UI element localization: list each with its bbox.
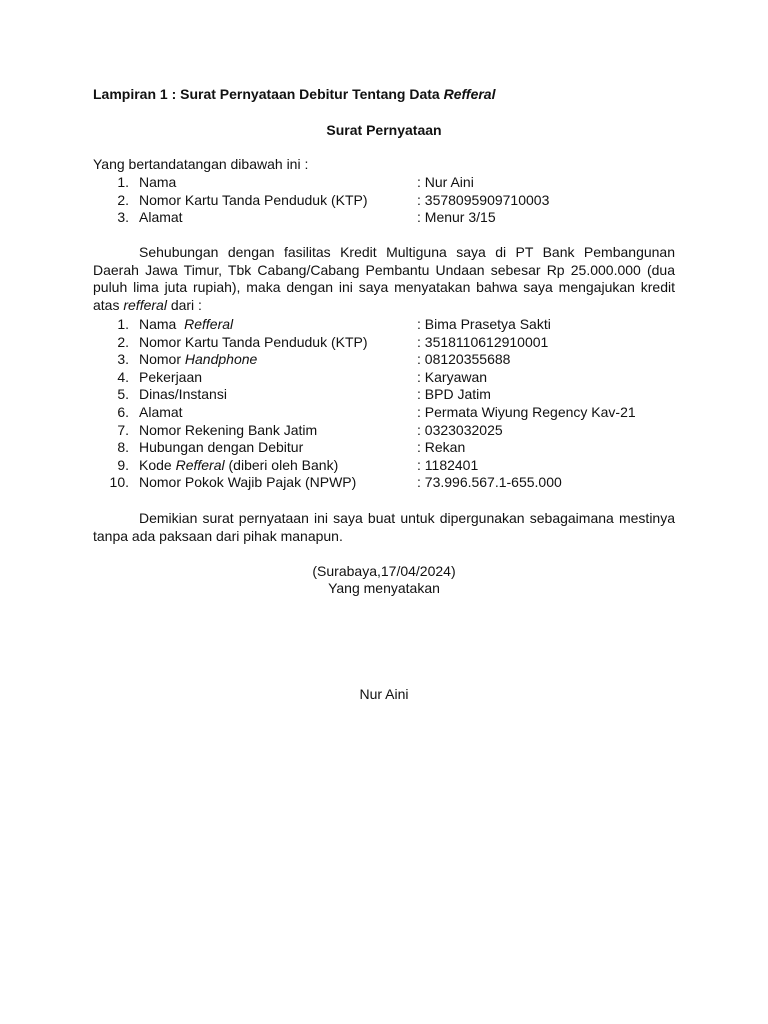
paragraph-text: dari :: [166, 297, 202, 314]
paragraph-line: tanpa ada paksaan dari pihak manapun.: [93, 527, 343, 544]
list-number: 1.: [117, 174, 129, 190]
paragraph-line: Demikian surat pernyataan ini saya buat untuk dipergunakan sebagaimana mestinya: [139, 510, 675, 526]
list-number: 2.: [117, 191, 129, 208]
field-value: : 08120355688: [417, 351, 511, 368]
label-text: Hubungan dengan Debitur: [139, 439, 304, 456]
list-number: 9.: [117, 456, 129, 473]
credit-paragraph: [93, 244, 675, 315]
label-text: Nama: [139, 316, 185, 332]
list-number: 1.: [117, 316, 129, 332]
referral-list-item: [93, 386, 675, 404]
field-value: : Nur Aini: [417, 174, 474, 190]
field-label: [139, 316, 233, 334]
label-text: Kode: [139, 456, 176, 473]
field-value: : 73.996.567.1-655.000: [417, 474, 562, 491]
field-value: : 1182401: [417, 456, 479, 473]
paragraph-text: atas: [93, 297, 124, 314]
field-value: : 0323032025: [417, 421, 503, 438]
referral-list-item: [93, 334, 675, 352]
list-number: 8.: [117, 439, 129, 456]
field-label: [139, 334, 368, 352]
field-value: : 3578095909710003: [417, 191, 550, 208]
field-value: : Permata Wiyung Regency Kav-21: [417, 403, 636, 420]
referral-list-item: [93, 457, 675, 475]
paragraph-line: [93, 297, 675, 315]
label-text: Alamat: [139, 403, 183, 420]
list-number: 10.: [109, 474, 129, 491]
signatory-label: Yang menyatakan: [328, 580, 440, 596]
debtor-list: [93, 174, 675, 227]
referral-list-item: [93, 369, 675, 387]
paragraph-line: puluh lima juta rupiah), maka dengan ini saya menyatakan bahwa saya mengajukan kredit: [93, 279, 675, 296]
intro-text: Yang bertandatangan dibawah ini :: [93, 156, 309, 172]
referral-list-item: [93, 351, 675, 369]
field-label: [139, 351, 257, 369]
list-number: 5.: [117, 386, 129, 403]
list-number: 3.: [117, 351, 129, 368]
field-value: : Karyawan: [417, 368, 488, 385]
debtor-list-item: [93, 174, 675, 192]
place-date: (Surabaya,17/04/2024): [312, 563, 456, 579]
label-text: Pekerjaan: [139, 368, 203, 385]
attachment-heading-text: Lampiran 1 : Surat Pernyataan Debitur Tentang Data: [93, 86, 444, 102]
attachment-heading-italic: Refferal: [443, 86, 496, 102]
field-label: [139, 422, 317, 440]
paragraph-italic-text: refferal: [123, 297, 167, 314]
field-value: : Rekan: [417, 439, 466, 456]
referral-list-item: [93, 422, 675, 440]
label-text: Nomor: [139, 351, 185, 368]
list-number: 3.: [117, 209, 129, 226]
document-page: [93, 0, 675, 1024]
field-label: [139, 386, 227, 404]
field-label: [139, 369, 202, 387]
field-label: [139, 404, 183, 422]
field-value: : Menur 3/15: [417, 209, 496, 226]
document-title: Surat Pernyataan: [326, 122, 442, 138]
field-label: [139, 457, 338, 475]
label-text: Dinas/Instansi: [139, 386, 227, 403]
field-label: Alamat: [139, 209, 183, 226]
referral-list-item: [93, 316, 675, 334]
list-number: 2.: [117, 333, 129, 350]
debtor-list-item: [93, 209, 675, 227]
paragraph-line: Daerah Jawa Timur, Tbk Cabang/Cabang Pembantu Undaan sebesar Rp 25.000.000 (dua: [93, 261, 675, 278]
label-italic: Handphone: [184, 351, 258, 368]
label-text: Nomor Pokok Wajib Pajak (NPWP): [139, 474, 357, 491]
label-italic: Refferal: [184, 316, 234, 332]
referral-list-item: [93, 474, 675, 492]
attachment-heading: [93, 86, 496, 102]
field-label: Nama: [139, 174, 177, 190]
signatory-name: Nur Aini: [359, 686, 409, 702]
field-value: : 3518110612910001: [417, 333, 549, 350]
list-number: 7.: [117, 421, 129, 438]
list-number: 6.: [117, 403, 129, 420]
label-text: Nomor Kartu Tanda Penduduk (KTP): [139, 333, 368, 350]
debtor-list-item: [93, 192, 675, 210]
paragraph-line: Sehubungan dengan fasilitas Kredit Multiguna saya di PT Bank Pembangunan: [139, 244, 675, 260]
field-value: : Bima Prasetya Sakti: [417, 316, 551, 332]
referral-list: [93, 316, 675, 492]
field-label: [139, 439, 303, 457]
field-label: [139, 474, 356, 492]
label-italic: Refferal: [175, 456, 225, 473]
list-number: 4.: [117, 368, 129, 385]
referral-list-item: [93, 439, 675, 457]
field-value: : BPD Jatim: [417, 386, 491, 403]
label-suffix: (diberi oleh Bank): [224, 456, 339, 473]
label-text: Nomor Rekening Bank Jatim: [139, 421, 318, 438]
closing-paragraph: [93, 510, 675, 545]
referral-list-item: [93, 404, 675, 422]
field-label: Nomor Kartu Tanda Penduduk (KTP): [139, 191, 368, 208]
